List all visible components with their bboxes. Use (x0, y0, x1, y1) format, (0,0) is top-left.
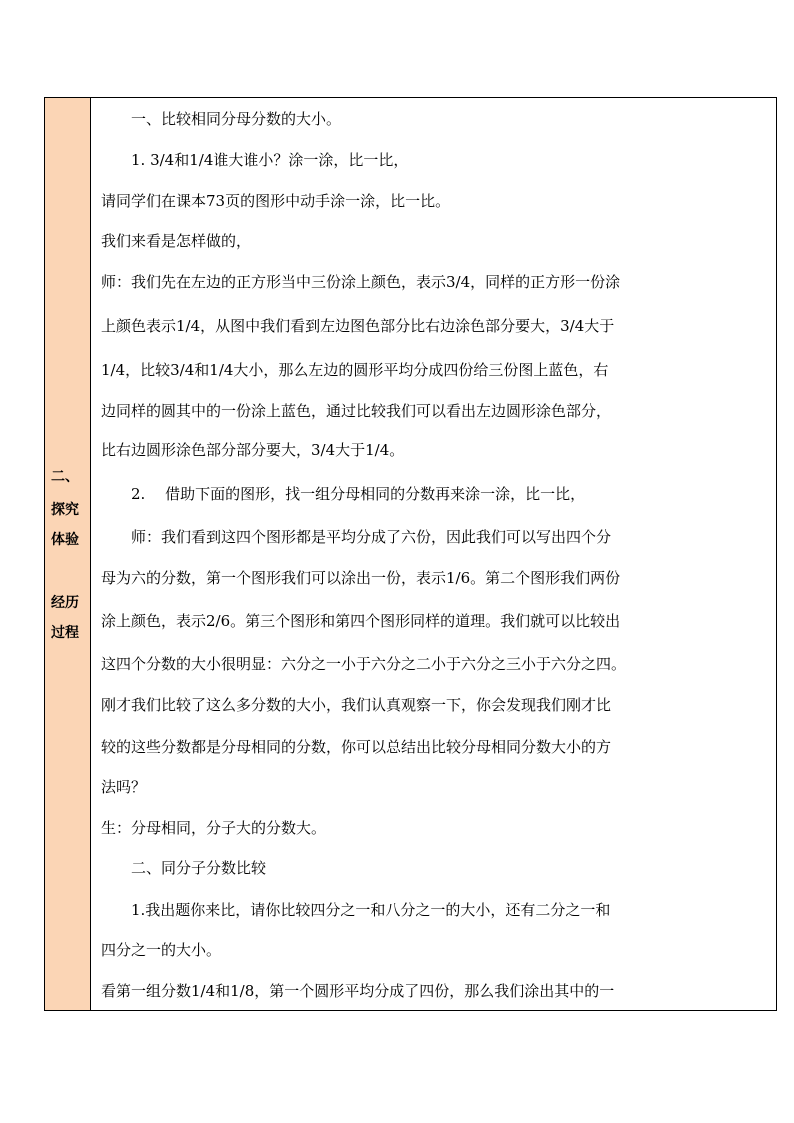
text-line: 涂上颜色，表示2/6。第三个图形和第四个图形同样的道理。我们就可以比较出 (101, 612, 621, 630)
content-cell (91, 98, 776, 1010)
text-line: 母为六的分数，第一个图形我们可以涂出一份，表示1/6。第二个图形我们两份 (101, 569, 621, 587)
heading-same-denominator: 一、比较相同分母分数的大小。 (101, 110, 342, 128)
text-line: 看第一组分数1/4和1/8，第一个圆形平均分成了四份，那么我们涂出其中的一 (101, 982, 615, 1000)
text-line: 边同样的圆其中的一份涂上蓝色，通过比较我们可以看出左边圆形涂色部分， (101, 402, 612, 420)
section-label-explore: 探究 (51, 502, 79, 518)
section-label-cell (45, 98, 91, 1010)
text-line: 1. 3/4和1/4谁大谁小？涂一涂，比一比， (101, 151, 409, 169)
text-line: 法吗？ (101, 778, 147, 796)
lesson-table (44, 97, 777, 1011)
text-line: 四分之一的大小。 (101, 941, 222, 959)
section-number-label: 二、 (51, 469, 79, 485)
section-label-undergo: 经历 (51, 595, 79, 611)
text-line: 生：分母相同，分子大的分数大。 (101, 819, 327, 837)
text-line: 请同学们在课本73页的图形中动手涂一涂，比一比。 (101, 192, 451, 210)
text-line: 2. 借助下面的图形，找一组分母相同的分数再来涂一涂，比一比， (101, 485, 586, 503)
section-label-experience: 体验 (51, 532, 79, 548)
text-line: 1.我出题你来比，请你比较四分之一和八分之一的大小，还有二分之一和 (101, 901, 611, 919)
text-line: 刚才我们比较了这么多分数的大小，我们认真观察一下，你会发现我们刚才比 (101, 696, 612, 714)
text-line: 师：我们看到这四个图形都是平均分成了六份，因此我们可以写出四个分 (101, 528, 612, 546)
text-line: 我们来看是怎样做的， (101, 232, 252, 250)
text-line: 较的这些分数都是分母相同的分数，你可以总结出比较分母相同分数大小的方 (101, 738, 612, 756)
text-line: 比右边圆形涂色部分部分要大，3/4大于1/4。 (101, 441, 405, 459)
text-line: 师：我们先在左边的正方形当中三份涂上颜色，表示3/4，同样的正方形一份涂 (101, 273, 621, 291)
text-line: 上颜色表示1/4，从图中我们看到左边图色部分比右边涂色部分要大，3/4大于 (101, 317, 615, 335)
section-label-process: 过程 (51, 625, 79, 641)
text-line: 这四个分数的大小很明显：六分之一小于六分之二小于六分之三小于六分之四。 (101, 655, 627, 673)
text-line: 1/4，比较3/4和1/4大小，那么左边的圆形平均分成四份给三份图上蓝色，右 (101, 361, 609, 379)
heading-same-numerator: 二、同分子分数比较 (101, 859, 267, 877)
